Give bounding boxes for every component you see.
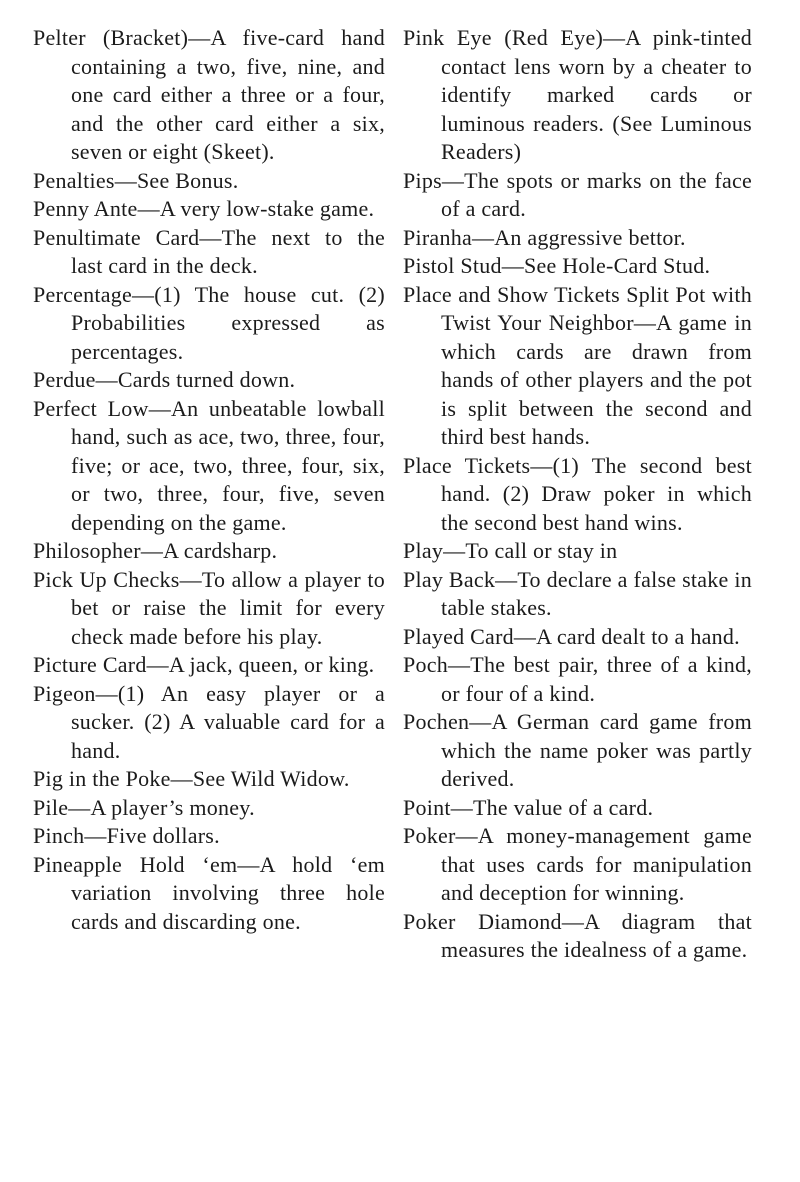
glossary-column-left (33, 24, 385, 965)
glossary-term: Piranha (403, 224, 472, 250)
glossary-term: Play Back (403, 566, 496, 592)
glossary-term: Percentage (33, 281, 132, 307)
glossary-term: Pile (33, 794, 69, 820)
glossary-definition: The next to the last card in the deck. (71, 224, 385, 278)
term-definition-separator: — (450, 794, 473, 820)
glossary-entry (403, 167, 752, 224)
term-definition-separator: — (495, 566, 518, 592)
glossary-definition: A pink-tinted contact lens worn by a cheater to identify marked cards or luminous readers. (See Luminous Readers) (441, 25, 752, 164)
glossary-definition: An unbeatable lowball hand, such as ace, two, three, four, five; or ace, two, three, four, six, or two, three, four, five, seven depending on the game. (71, 395, 385, 535)
glossary-definition: To call or stay in (465, 538, 618, 563)
glossary-entry (33, 765, 385, 794)
glossary-column-right (403, 24, 752, 965)
glossary-definition: The value of a card. (472, 794, 654, 820)
glossary-definition: The spots or marks on the face of a card. (441, 167, 752, 221)
term-definition-separator: — (179, 566, 202, 592)
term-definition-separator: — (170, 766, 193, 791)
term-definition-separator: — (455, 823, 478, 848)
glossary-term: Poch (403, 652, 448, 677)
term-definition-separator: — (448, 652, 471, 677)
glossary-definition: A card dealt to a hand. (536, 623, 740, 649)
term-definition-separator: — (95, 367, 118, 392)
term-definition-separator: — (501, 253, 524, 278)
glossary-term: Place and Show Tickets Split Pot with Twist Your Neighbor (403, 281, 752, 335)
glossary-term: Pink Eye (Red Eye) (403, 25, 604, 50)
glossary-entry (33, 366, 385, 395)
term-definition-separator: — (199, 224, 222, 250)
glossary-entry (403, 537, 752, 566)
glossary-definition: A German card game from which the name poker was partly derived. (441, 709, 752, 791)
glossary-entry (403, 908, 752, 965)
glossary-definition: (1) The second best hand. (2) Draw poker in which the second best hand wins. (441, 452, 752, 535)
glossary-entry (33, 822, 385, 851)
glossary-definition: A hold ‘em variation involving three hole cards and discarding one. (71, 851, 385, 934)
glossary-term: Pigeon (33, 680, 96, 706)
glossary-definition: See Hole-Card Stud. (523, 253, 711, 278)
glossary-entry (33, 537, 385, 566)
glossary-definition: (1) An easy player or a sucker. (2) A valuable card for a hand. (71, 680, 385, 763)
glossary-term: Pinch (33, 823, 85, 848)
glossary-entry (33, 566, 385, 652)
term-definition-separator: — (561, 908, 585, 934)
glossary-entry (403, 252, 752, 281)
glossary-definition: A game in which cards are drawn from hands of other players and the pot is split between the second and third best hands. (441, 310, 752, 449)
glossary-entry (33, 680, 385, 766)
glossary-entry (33, 281, 385, 367)
term-definition-separator: — (603, 25, 626, 50)
glossary-term: Poker Diamond (403, 908, 562, 934)
glossary-entry (403, 452, 752, 538)
term-definition-separator: — (469, 709, 492, 734)
term-definition-separator: — (471, 224, 495, 250)
glossary-term: Played Card (403, 623, 514, 649)
glossary-entry (403, 822, 752, 908)
term-definition-separator: — (443, 538, 466, 563)
glossary-entry (403, 708, 752, 794)
glossary-definition: See Wild Widow. (192, 766, 350, 791)
glossary-term: Pick Up Checks (33, 566, 180, 592)
glossary-entry (403, 566, 752, 623)
glossary-term: Pistol Stud (403, 253, 502, 278)
glossary-term: Pelter (Bracket) (33, 25, 189, 50)
glossary-entry (403, 651, 752, 708)
term-definition-separator: — (633, 310, 657, 335)
glossary-entry (33, 195, 385, 224)
glossary-entry (403, 24, 752, 167)
term-definition-separator: — (140, 538, 164, 563)
glossary-definition: The best pair, three of a kind, or four of a kind. (441, 652, 752, 706)
term-definition-separator: — (84, 823, 107, 848)
term-definition-separator: — (148, 395, 171, 421)
glossary-term: Play (403, 538, 444, 563)
glossary-entry (33, 794, 385, 823)
glossary-term: Perdue (33, 367, 96, 392)
term-definition-separator: — (530, 452, 553, 478)
glossary-entry (33, 651, 385, 680)
glossary-entry (403, 623, 752, 652)
glossary-entry (33, 395, 385, 538)
glossary-definition: A diagram that measures the idealness of a game. (441, 908, 753, 962)
glossary-definition: A money-management game that uses cards for manipulation and deception for winning. (441, 823, 752, 905)
glossary-term: Poker (403, 823, 456, 848)
glossary-definition: To allow a player to bet or raise the limit for every check made before his play. (71, 566, 386, 649)
glossary-page (33, 24, 752, 965)
glossary-term: Picture Card (33, 652, 147, 677)
glossary-term: Pochen (403, 709, 470, 734)
term-definition-separator: — (137, 196, 160, 221)
glossary-entry (403, 794, 752, 823)
glossary-definition: A jack, queen, or king. (168, 652, 375, 677)
glossary-entry (33, 224, 385, 281)
glossary-definition: See Bonus. (136, 167, 239, 193)
glossary-definition: An aggressive bettor. (494, 224, 686, 250)
term-definition-separator: — (237, 851, 260, 877)
glossary-term: Place Tickets (403, 452, 531, 478)
glossary-term: Penultimate Card (33, 224, 200, 250)
glossary-term: Perfect Low (33, 395, 149, 421)
term-definition-separator: — (114, 167, 137, 193)
glossary-definition: Five dollars. (106, 823, 220, 848)
glossary-definition: (1) The house cut. (2) Probabilities expressed as percentages. (71, 281, 385, 364)
glossary-definition: A very low-stake game. (159, 196, 375, 221)
glossary-definition: A cardsharp. (163, 538, 278, 563)
glossary-term: Pineapple Hold ‘em (33, 851, 238, 877)
term-definition-separator: — (95, 680, 118, 706)
glossary-term: Point (403, 794, 451, 820)
glossary-term: Philosopher (33, 538, 141, 563)
glossary-term: Penalties (33, 167, 115, 193)
glossary-term: Pig in the Poke (33, 766, 171, 791)
glossary-entry (33, 167, 385, 196)
glossary-entry (403, 224, 752, 253)
term-definition-separator: — (132, 281, 155, 307)
glossary-entry (33, 24, 385, 167)
term-definition-separator: — (68, 794, 91, 820)
glossary-definition: A player’s money. (90, 794, 255, 820)
term-definition-separator: — (188, 25, 211, 50)
glossary-term: Pips (403, 167, 442, 193)
term-definition-separator: — (441, 167, 465, 193)
glossary-term: Penny Ante (33, 196, 138, 221)
term-definition-separator: — (513, 623, 537, 649)
glossary-definition: Cards turned down. (117, 367, 296, 392)
term-definition-separator: — (146, 652, 169, 677)
glossary-definition: To declare a false stake in table stakes. (441, 566, 752, 620)
glossary-entry (33, 851, 385, 937)
glossary-entry (403, 281, 752, 452)
glossary-definition: A five-card hand containing a two, five, nine, and one card either a three or a four, and the other card either a six, seven or eight (Skeet). (71, 25, 386, 164)
